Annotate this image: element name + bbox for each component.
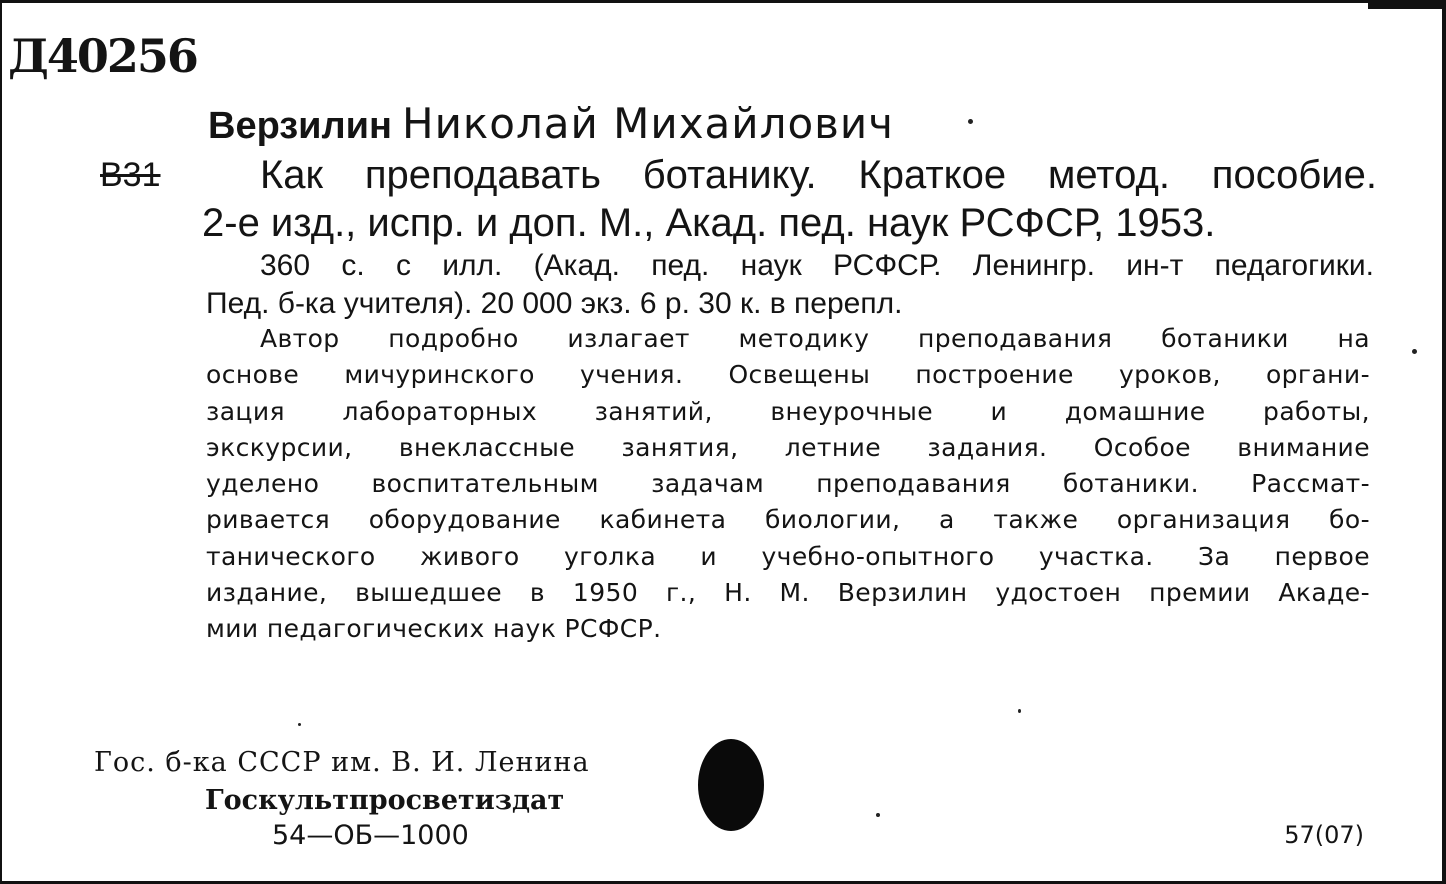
annotation-line: зация лабораторных занятий, внеурочные и домашние работы, bbox=[206, 396, 1370, 426]
annotation-line: Автор подробно излагает методику преподавания ботаники на bbox=[260, 324, 1370, 353]
call-number: Д40256 bbox=[8, 29, 197, 83]
ink-speck bbox=[876, 813, 880, 817]
author-heading bbox=[208, 99, 894, 148]
annotation-line: мии педагогических наук РСФСР. bbox=[206, 614, 662, 644]
author-given-names-handwritten: Николай Михайлович bbox=[402, 99, 894, 148]
title-line: 2-е изд., испр. и доп. М., Акад. пед. наук РСФСР, 1953. bbox=[202, 201, 1216, 245]
shelf-mark: В31 bbox=[100, 156, 161, 194]
author-surname: Верзилин bbox=[208, 105, 392, 147]
annotation-line: ривается оборудование кабинета биологии, а также организация бо- bbox=[206, 505, 1370, 535]
ink-speck bbox=[968, 119, 973, 124]
ink-speck bbox=[298, 723, 301, 726]
punch-hole bbox=[698, 739, 764, 831]
annotation-line: уделено воспитательным задачам преподавания ботаники. Рассмат- bbox=[206, 469, 1370, 499]
annotation-line: танического живого уголка и учебно-опытного участка. За первое bbox=[206, 541, 1370, 571]
ink-speck bbox=[1018, 709, 1021, 713]
imprint-block bbox=[206, 247, 1374, 323]
title-block bbox=[202, 151, 1377, 247]
footer-library: Гос. б-ка СССР им. В. И. Ленина bbox=[94, 747, 590, 778]
ink-speck bbox=[1412, 349, 1417, 354]
footer-order-number: 54—ОБ—1000 bbox=[272, 820, 469, 851]
card-corner-mark bbox=[1368, 3, 1446, 9]
annotation-line: основе мичуринского учения. Освещены построение уроков, органи- bbox=[206, 360, 1370, 390]
footer-publisher: Госкультпросветиздат bbox=[205, 785, 565, 816]
annotation-line: экскурсии, внеклассные занятия, летние задания. Особое внимание bbox=[206, 432, 1370, 462]
imprint-line: Пед. б-ка учителя). 20 000 экз. 6 р. 30 к. в перепл. bbox=[206, 287, 903, 320]
title-line: Как преподавать ботанику. Краткое метод. пособие. bbox=[260, 153, 1377, 197]
annotation-block bbox=[206, 321, 1370, 648]
imprint-line: 360 с. с илл. (Акад. пед. наук РСФСР. Ленингр. ин-т педагогики. bbox=[260, 249, 1374, 282]
footer-classification-index: 57(07) bbox=[1284, 821, 1364, 849]
annotation-line: издание, вышедшее в 1950 г., Н. М. Верзилин удостоен премии Акаде- bbox=[206, 578, 1370, 608]
